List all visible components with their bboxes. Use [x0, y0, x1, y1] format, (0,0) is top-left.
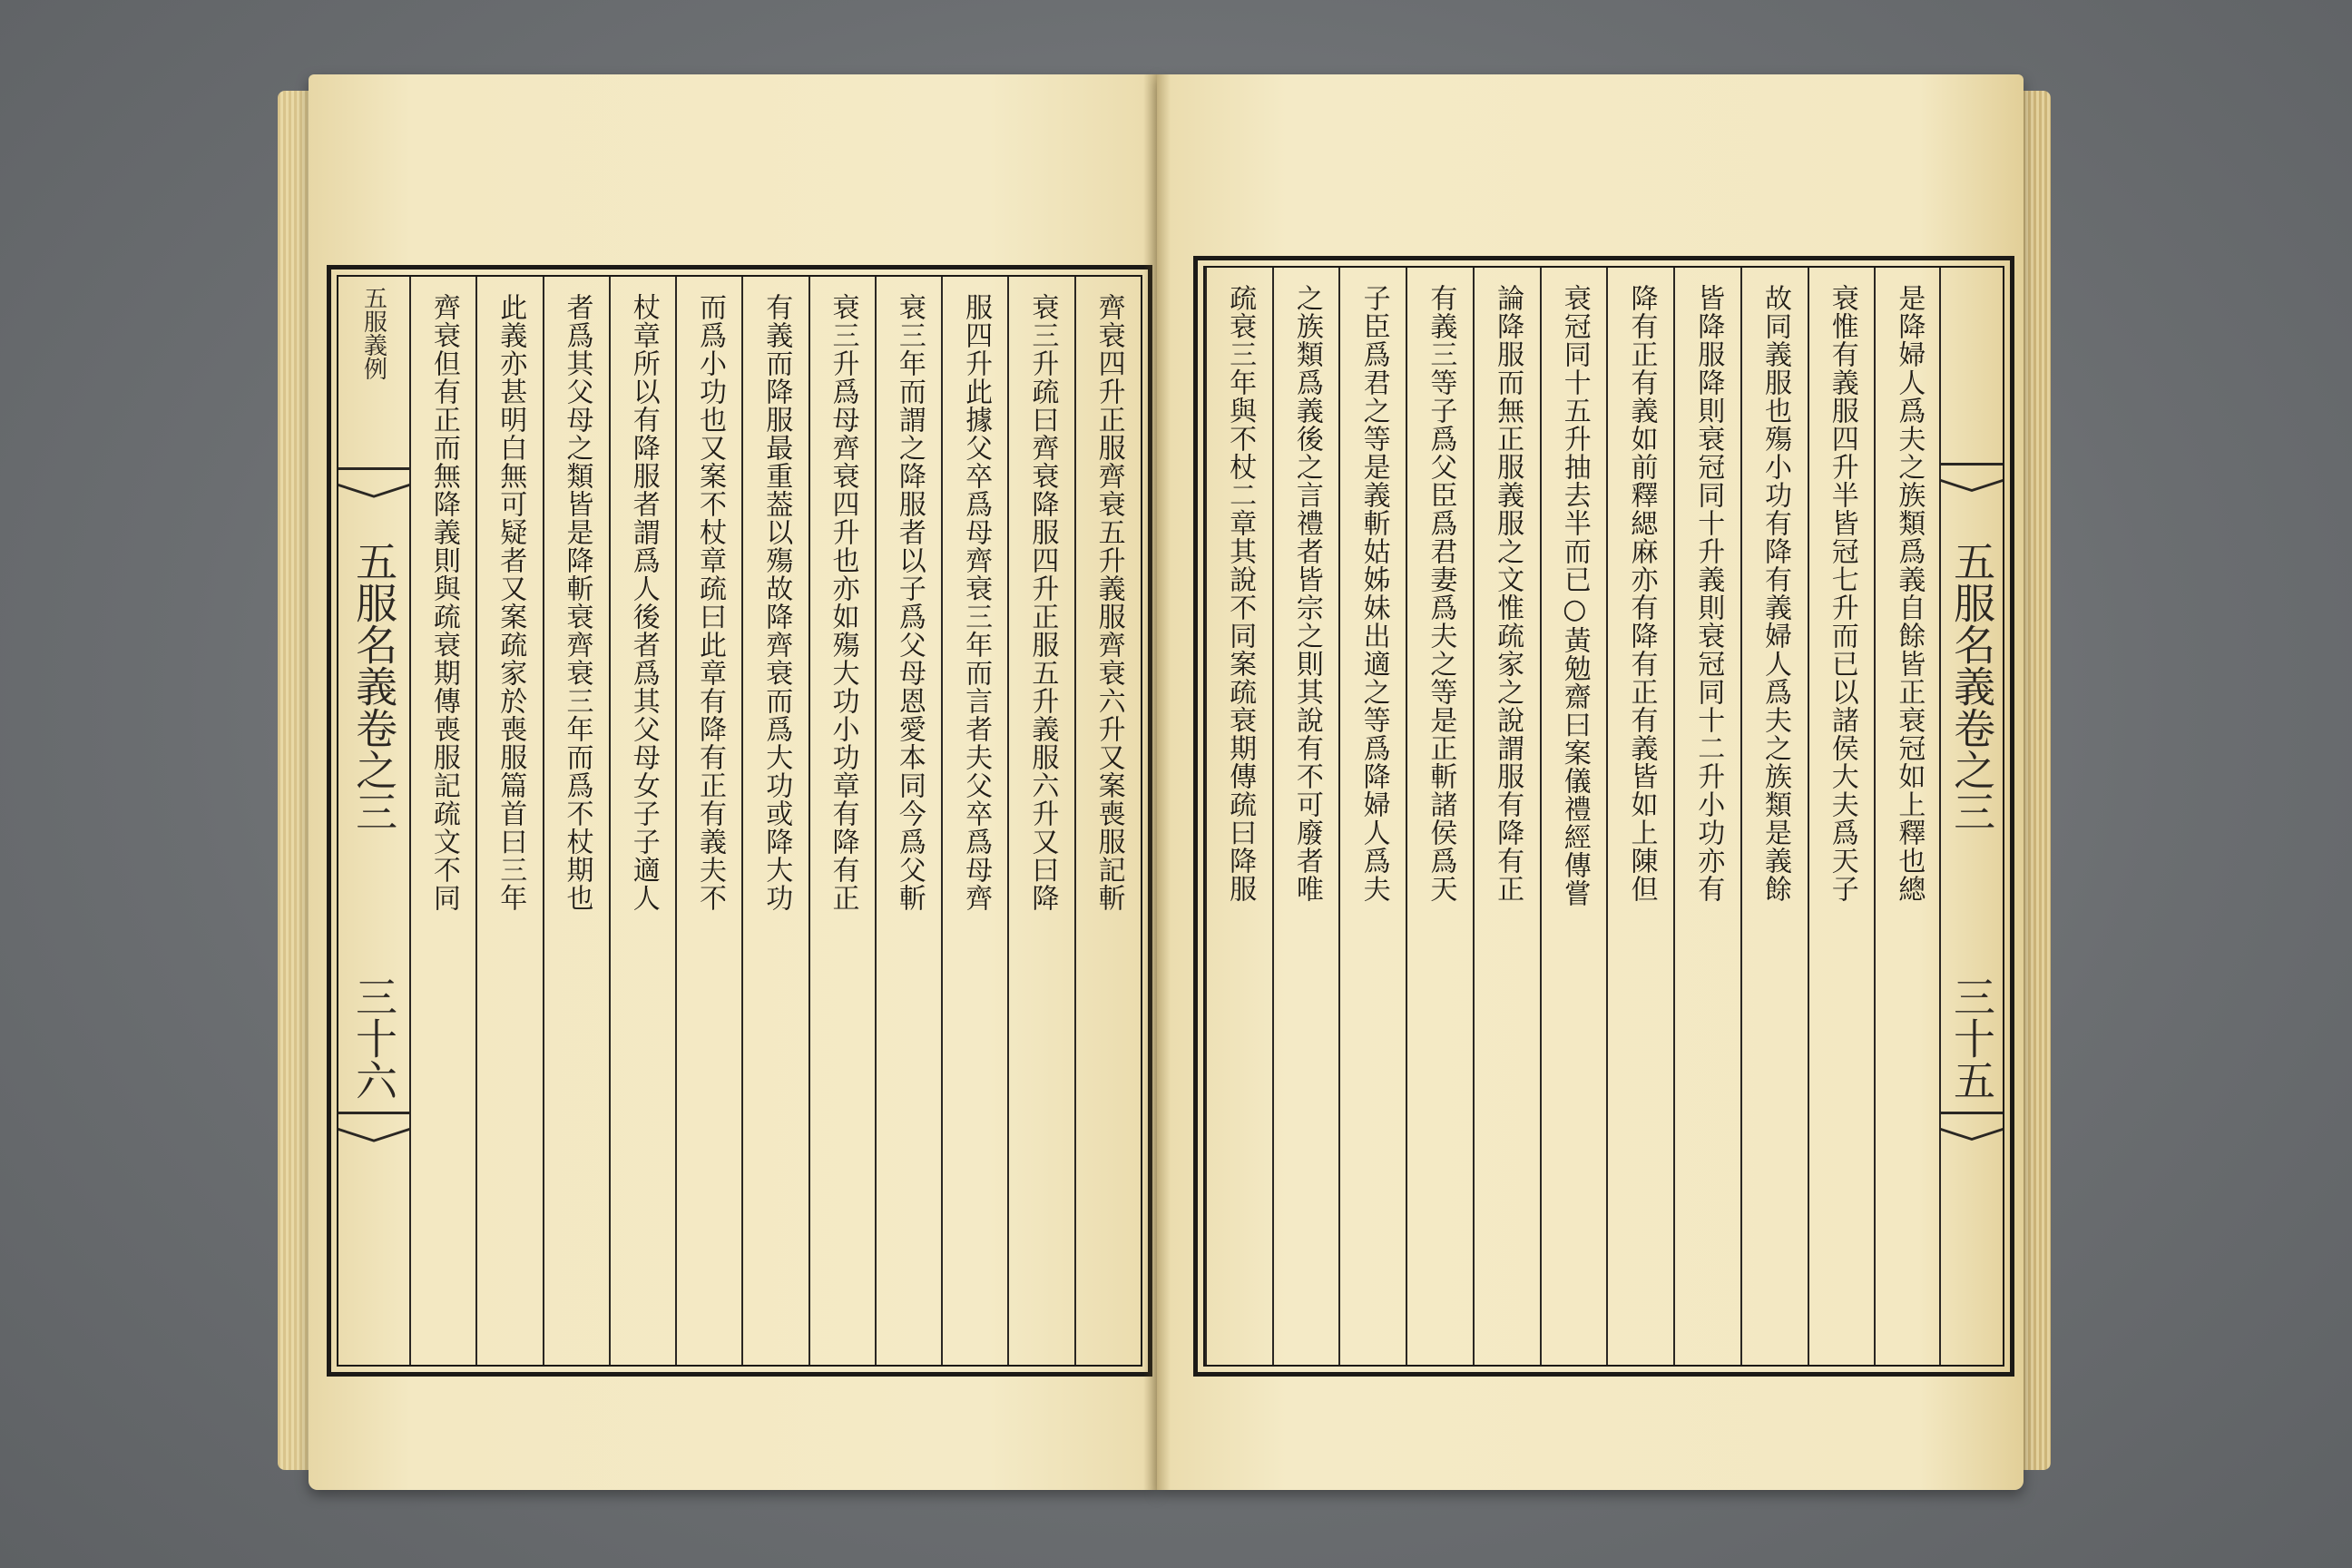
text-column [1007, 277, 1073, 1365]
text-column [675, 277, 741, 1365]
right-page-folio: 三十五 [1947, 975, 1996, 1101]
left-page-center-band [338, 277, 409, 1365]
right-page-band-title: 五服名義卷之三 [1947, 540, 1997, 832]
column-text: 齊衰但有正而無降義則與疏衰期傳喪服記疏文不同 [427, 293, 460, 912]
text-column [1740, 268, 1808, 1365]
text-column [1673, 268, 1740, 1365]
column-text: 者爲其父母之類皆是降斬衰齊衰三年而爲不杖期也 [561, 293, 593, 912]
column-text: 論降服而無正服義服之文惟疏家之說謂服有降有正 [1492, 284, 1524, 903]
column-text: 衰三升爲母齊衰四升也亦如殤大功小功章有降有正 [827, 293, 859, 912]
right-page [1157, 74, 2024, 1490]
text-column [875, 277, 941, 1365]
column-text: 而爲小功也又案不杖章疏曰此章有降有正有義夫不 [694, 293, 726, 912]
column-text: 有義而降服最重葢以殤故降齊衰而爲大功或降大功 [760, 293, 793, 912]
column-text: 衰三年而謂之降服者以子爲父母恩愛本同今爲父斬 [893, 293, 926, 912]
text-column [609, 277, 675, 1365]
text-column [543, 277, 609, 1365]
left-page-band-title: 五服名義卷之三 [349, 540, 399, 832]
column-text: 降有正有義如前釋緦麻亦有降有正有義皆如上陳但 [1625, 284, 1658, 903]
column-text: 是降婦人爲夫之族類爲義自餘皆正衰冠如上釋也總 [1893, 284, 1926, 903]
right-fishtail-bottom [1941, 1112, 2003, 1140]
book-gutter [1143, 74, 1171, 1490]
column-text: 皆降服降則衰冠同十升義則衰冠同十二升小功亦有 [1692, 284, 1725, 903]
left-page-frame [327, 265, 1152, 1377]
text-column [1074, 277, 1141, 1365]
column-text: 故同義服也殤小功有降有義婦人爲夫之族類是義餘 [1759, 284, 1791, 903]
left-fishtail-bottom [338, 1112, 409, 1140]
right-page-inner-frame [1203, 266, 2004, 1367]
text-column [1606, 268, 1673, 1365]
column-text: 衰三升疏曰齊衰降服四升正服五升義服六升又曰降 [1026, 293, 1059, 912]
column-text: 子臣爲君之等是義斬姑姊妹出適之等爲降婦人爲夫 [1357, 284, 1390, 903]
column-text: 衰惟有義服四升半皆冠七升而已以諸侯大夫爲天子 [1826, 284, 1858, 903]
text-column [1540, 268, 1607, 1365]
left-page-inner-frame [337, 275, 1142, 1367]
right-fishtail-top [1941, 463, 2003, 491]
column-text: 此義亦甚明白無可疑者又案疏家於喪服篇首曰三年 [495, 293, 527, 912]
text-column [1338, 268, 1406, 1365]
column-text: 疏衰三年與不杖二章其說不同案疏衰期傳疏曰降服 [1224, 284, 1257, 903]
column-text: 杖章所以有降服者謂爲人後者爲其父母女子子適人 [627, 293, 660, 912]
column-text: 衰冠同十五升抽去半而已○黃勉齋曰案儀禮經傳嘗 [1558, 284, 1591, 907]
text-column [1205, 268, 1272, 1365]
text-column [1874, 268, 1941, 1365]
text-column [475, 277, 542, 1365]
right-page-frame [1193, 256, 2014, 1377]
text-column [1473, 268, 1540, 1365]
text-column [741, 277, 808, 1365]
text-column [409, 277, 475, 1365]
column-text: 之族類爲義後之言禮者皆宗之則其說有不可廢者唯 [1290, 284, 1323, 903]
left-fishtail-top [338, 467, 409, 495]
text-column [808, 277, 875, 1365]
text-column [1406, 268, 1473, 1365]
left-page-folio: 三十六 [349, 975, 398, 1101]
column-text: 有義三等子爲父臣爲君妻爲夫之等是正斬諸侯爲天 [1425, 284, 1457, 903]
left-page-header-title: 五服義例 [359, 286, 387, 380]
column-text: 服四升此據父卒爲母齊衰三年而言者夫父卒爲母齊 [960, 293, 993, 912]
text-column [941, 277, 1007, 1365]
left-page [309, 74, 1157, 1490]
text-column [1272, 268, 1339, 1365]
text-column [1808, 268, 1875, 1365]
column-text: 齊衰四升正服齊衰五升義服齊衰六升又案喪服記斬 [1093, 293, 1125, 912]
right-page-center-band [1939, 268, 2003, 1365]
open-book [272, 64, 2051, 1497]
